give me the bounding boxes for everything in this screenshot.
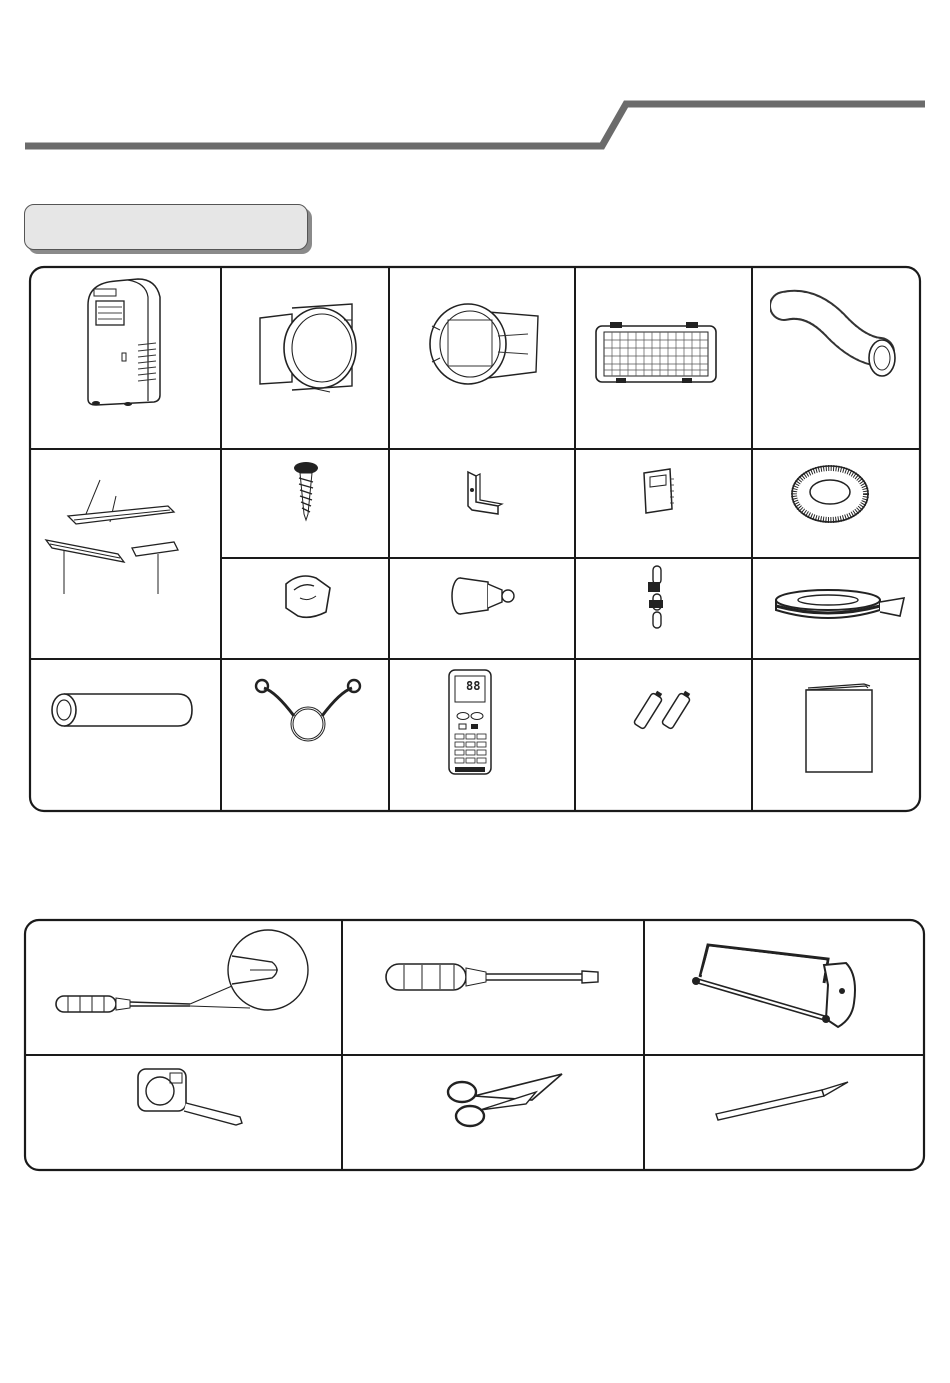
- hacksaw-icon: [688, 935, 868, 1035]
- manual-icon: [802, 680, 876, 776]
- screw-icon: [288, 460, 324, 522]
- phillips-screwdriver-icon: [50, 926, 320, 1026]
- tape-measure-icon: [132, 1065, 252, 1129]
- hose-clip-icon: [280, 570, 336, 626]
- exhaust-hose-icon: [770, 280, 910, 390]
- foam-seal-roll-icon: [788, 462, 872, 528]
- air-filter-icon: [590, 318, 720, 388]
- hose-adapter-icon: [418, 296, 543, 396]
- remote-holder-icon: [640, 465, 678, 517]
- batteries-icon: [628, 685, 698, 735]
- pencil-icon: [710, 1076, 855, 1128]
- spring-clip-icon: [250, 672, 368, 748]
- remote-control-icon: [447, 668, 493, 776]
- air-conditioner-unit-icon: [76, 275, 166, 410]
- tape-roll-icon: [768, 584, 908, 624]
- l-bracket-icon: [462, 468, 504, 518]
- scissors-icon: [440, 1070, 570, 1132]
- remote-display: 88: [466, 679, 481, 693]
- window-slider-kit-icon: [40, 470, 215, 600]
- drain-pipe-icon: [46, 690, 196, 730]
- window-adapter-icon: [252, 300, 362, 395]
- safety-lock-icon: [644, 564, 670, 630]
- flat-screwdriver-icon: [382, 958, 607, 998]
- drain-plug-icon: [448, 572, 520, 620]
